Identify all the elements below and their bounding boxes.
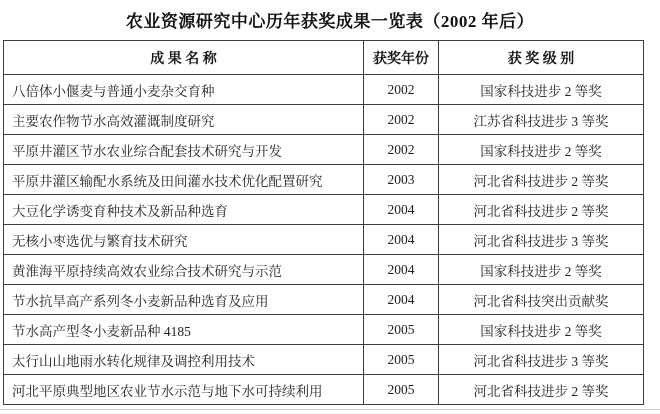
table-row [4,135,644,165]
award-year-cell: 2005 [364,315,439,345]
achievement-name-cell: 平原井灌区节水农业综合配套技术研究与开发 [4,135,364,165]
achievement-name-cell: 节水抗旱高产系列冬小麦新品种选育及应用 [4,285,364,315]
award-level-cell: 河北省科技进步 2 等奖 [439,165,644,195]
table-row [4,165,644,195]
award-year-cell: 2002 [364,105,439,135]
achievement-name-cell: 主要农作物节水高效灌溉制度研究 [4,105,364,135]
header-award-year: 获奖年份 [364,41,439,75]
achievement-name-cell: 八倍体小偃麦与普通小麦杂交育种 [4,75,364,105]
table-row [4,195,644,225]
award-level-cell: 国家科技进步 2 等奖 [439,75,644,105]
table-row [4,285,644,315]
header-row [4,41,644,75]
award-level-cell: 江苏省科技进步 3 等奖 [439,105,644,135]
award-year-cell: 2004 [364,285,439,315]
award-level-cell: 国家科技进步 2 等奖 [439,315,644,345]
table-row [4,105,644,135]
award-year-cell: 2003 [364,165,439,195]
award-year-cell: 2004 [364,225,439,255]
page-bottom-rule [0,409,660,410]
award-year-cell: 2005 [364,345,439,375]
achievement-name-cell: 节水高产型冬小麦新品种 4185 [4,315,364,345]
table-row [4,225,644,255]
page-title: 农业资源研究中心历年获奖成果一览表（2002 年后） [125,12,535,31]
table-row [4,375,644,405]
award-level-cell: 河北省科技进步 3 等奖 [439,225,644,255]
achievement-name-cell: 太行山山地雨水转化规律及调控利用技术 [4,345,364,375]
achievement-name-cell: 无核小枣选优与繁育技术研究 [4,225,364,255]
awards-table [3,40,644,405]
award-level-cell: 河北省科技进步 2 等奖 [439,375,644,405]
table-header [4,41,644,75]
achievement-name-cell: 黄淮海平原持续高效农业综合技术研究与示范 [4,255,364,285]
table-row [4,255,644,285]
award-year-cell: 2005 [364,375,439,405]
award-level-cell: 河北省科技进步 3 等奖 [439,345,644,375]
award-level-cell: 国家科技进步 2 等奖 [439,255,644,285]
table-row [4,345,644,375]
achievement-name-cell: 平原井灌区输配水系统及田间灌水技术优化配置研究 [4,165,364,195]
table-row [4,315,644,345]
achievement-name-cell: 大豆化学诱变育种技术及新品种选育 [4,195,364,225]
header-achievement-name: 成 果 名 称 [4,41,364,75]
award-level-cell: 河北省科技突出贡献奖 [439,285,644,315]
table-row [4,75,644,105]
table-body [4,75,644,405]
award-year-cell: 2002 [364,135,439,165]
award-year-cell: 2004 [364,255,439,285]
award-year-cell: 2002 [364,75,439,105]
award-level-cell: 河北省科技进步 2 等奖 [439,195,644,225]
award-year-cell: 2004 [364,195,439,225]
achievement-name-cell: 河北平原典型地区农业节水示范与地下水可持续利用 [4,375,364,405]
header-award-level: 获 奖 级 别 [439,41,644,75]
award-level-cell: 国家科技进步 2 等奖 [439,135,644,165]
